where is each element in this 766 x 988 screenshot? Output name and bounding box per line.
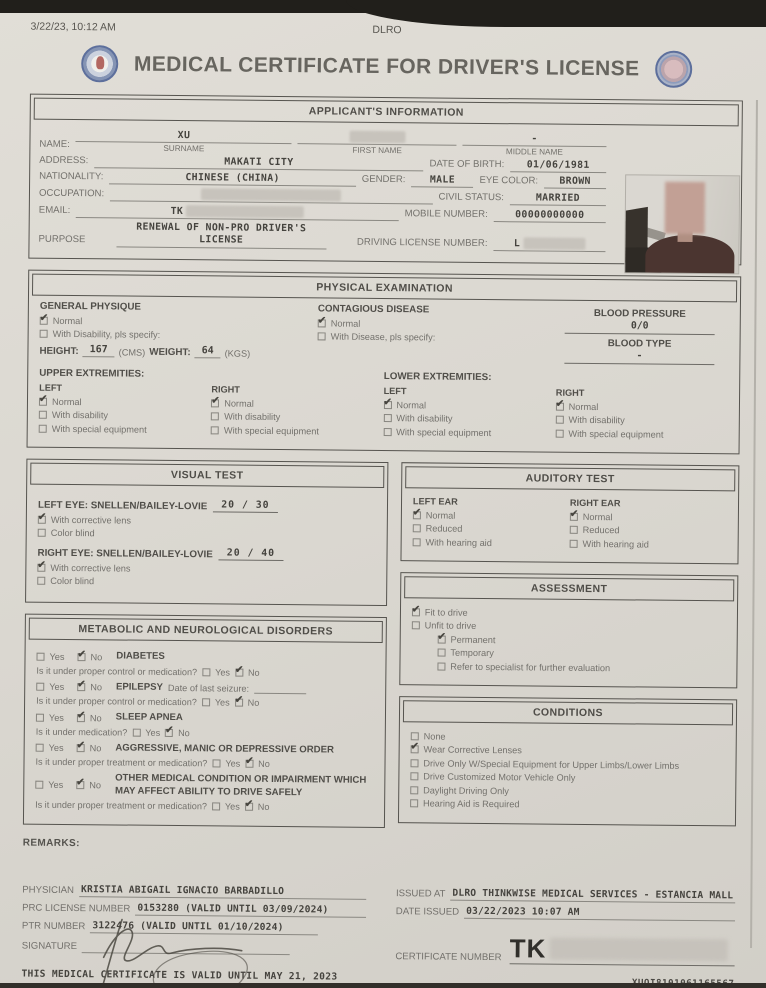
physician-value: KRISTIA ABIGAIL IGNACIO BARBADILLO: [79, 884, 366, 900]
checkbox-icon: [570, 526, 578, 534]
date-issued-value: 03/22/2023 10:07 AM: [464, 906, 735, 922]
option-label: Normal: [582, 511, 613, 523]
ptr-number-label: PTR NUMBER: [21, 920, 86, 933]
no-label: No: [89, 712, 102, 723]
option-label: With special equipment: [396, 427, 492, 439]
option-label: With Disability, pls specify:: [52, 329, 161, 341]
eye-color-value: BROWN: [559, 175, 591, 187]
option-label: Wear Corrective Lenses: [423, 744, 522, 756]
weight-value: 64: [195, 346, 221, 359]
option-label: With disability: [51, 410, 109, 421]
yes-label: Yes: [48, 779, 64, 790]
checkbox-icon: [39, 411, 47, 419]
option-label: Refer to specialist for further evaluation: [450, 661, 611, 674]
checkbox-icon: [570, 513, 578, 521]
option-label: Normal: [52, 315, 83, 327]
occupation-label: OCCUPATION:: [38, 187, 105, 200]
email-redaction: [186, 205, 304, 218]
option-label: Temporary: [450, 648, 494, 659]
email-value: TK: [170, 205, 184, 218]
section-applicant-info: [28, 94, 743, 266]
height-label: HEIGHT:: [39, 346, 79, 358]
checkbox-icon: [235, 699, 243, 707]
right-eye-value: 20 / 40: [219, 548, 283, 562]
option-label: Normal: [224, 398, 254, 409]
seizure-date-blank: [254, 684, 306, 693]
certificate-number-redaction: [549, 938, 727, 962]
title-row: [30, 45, 743, 89]
metabolic-header: METABOLIC AND NEUROLOGICAL DISORDERS: [29, 618, 383, 643]
option-label: Daylight Driving Only: [423, 785, 509, 797]
option-label: With special equipment: [223, 425, 319, 437]
civil-status-value: MARRIED: [535, 192, 581, 204]
mobile-value: 00000000000: [515, 209, 585, 221]
signature-label: SIGNATURE: [21, 940, 78, 953]
physician-label: PHYSICIAN: [22, 884, 75, 897]
checkbox-icon: [245, 803, 253, 811]
license-number-value: L: [513, 238, 521, 250]
print-datetime: 3/22/23, 10:12 AM: [30, 20, 116, 34]
physical-section-header: PHYSICAL EXAMINATION: [32, 274, 737, 303]
name-label: NAME:: [39, 138, 70, 150]
issued-at-label: ISSUED AT: [395, 888, 446, 900]
checkbox-icon: [410, 746, 418, 754]
signature-line: [82, 938, 290, 955]
right-ear-header: RIGHT EAR: [569, 498, 621, 509]
checkbox-icon: [383, 401, 391, 409]
checkbox-icon: [412, 538, 420, 546]
address-value: MAKATI CITY: [224, 156, 294, 169]
checkbox-icon: [410, 786, 418, 794]
option-label: Normal: [330, 318, 361, 329]
option-label: Permanent: [450, 634, 496, 646]
checkbox-icon: [76, 781, 84, 789]
contagious-disease-title: CONTAGIOUS DISEASE: [317, 303, 430, 316]
date-issued-label: DATE ISSUED: [395, 906, 460, 919]
weight-unit: (KGS): [224, 348, 251, 360]
checkbox-icon: [38, 516, 46, 524]
checkbox-icon: [570, 540, 578, 548]
option-label: With disability: [568, 415, 625, 426]
certificate-number-label: CERTIFICATE NUMBER: [395, 951, 502, 964]
sub-question: Is it under proper control or medication?: [36, 665, 198, 678]
sub-question: Is it under proper treatment or medication?: [35, 757, 208, 769]
first-name-redaction: [349, 131, 405, 144]
section-metabolic-disorders: METABOLIC AND NEUROLOGICAL DISORDERS Yes ✔ No DIABETES Is it under proper control or medication? Yes ✔ No Yes ✔ No EPILEPSY Date of last seizure: Is it under proper control or medication? Yes ✔ No Yes ✔ No SLEEP APNEA Is it under medication? Yes ✔ No Yes ✔ No AGGRESSIVE, MANIC OR DEPRESSIVE ORDER Is it under proper treatment or medication? Yes ✔ No Yes ✔ No OTHER MEDICAL CONDITION OR IMPAIRMENT WHICH MAY AFFECT ABILITY TO DRIVE SAFELY Is it under proper treatment or medication? Yes ✔ No: [23, 614, 387, 828]
condition-name: OTHER MEDICAL CONDITION OR IMPAIRMENT WHICH MAY AFFECT ABILITY TO DRIVE SAFELY: [114, 772, 367, 799]
license-number-redaction: [523, 238, 585, 251]
blood-pressure-label: BLOOD PRESSURE: [593, 308, 686, 321]
sub-question: Is it under medication?: [35, 726, 128, 738]
middle-name-value: -: [531, 133, 538, 145]
checkbox-icon: [556, 403, 564, 411]
checkbox-icon: [37, 577, 45, 585]
option-label: With corrective lens: [50, 514, 132, 526]
no-label: No: [90, 682, 103, 693]
checkbox-icon: [235, 669, 243, 677]
license-number-label: DRIVING LICENSE NUMBER:: [356, 237, 488, 250]
mobile-label: MOBILE NUMBER:: [404, 208, 488, 220]
eye-color-label: EYE COLOR:: [479, 174, 539, 187]
option-label: Drive Customized Motor Vehicle Only: [423, 771, 576, 784]
weight-label: WEIGHT:: [149, 347, 191, 359]
conditions-header: CONDITIONS: [403, 701, 733, 726]
checkbox-icon: [202, 699, 210, 707]
option-label: Drive Only W/Special Equipment for Upper Limbs/Lower Limbs: [423, 758, 680, 771]
yes-label: Yes: [49, 651, 65, 662]
option-label: With disability: [396, 413, 453, 425]
checkbox-icon: [410, 759, 418, 767]
yes-label: Yes: [48, 712, 64, 723]
general-physique-title: GENERAL PHYSIQUE: [39, 301, 142, 314]
assessment-header: ASSESSMENT: [404, 577, 734, 602]
purpose-value: RENEWAL OF NON-PRO DRIVER'S LICENSE: [136, 221, 307, 246]
checkbox-icon: [37, 564, 45, 572]
blood-pressure-value: 0/0: [565, 320, 715, 335]
surname-value: XU: [177, 130, 191, 142]
extremity-side-header: LEFT: [383, 386, 407, 397]
checkbox-icon: [411, 732, 419, 740]
nationality-value: CHINESE (CHINA): [185, 172, 280, 184]
checkbox-icon: [40, 317, 48, 325]
photo-dark-edge-bottom: [0, 983, 766, 988]
checkbox-icon: [410, 773, 418, 781]
surname-caption: SURNAME: [163, 143, 205, 154]
option-label: With hearing aid: [582, 538, 649, 550]
clinic-seal-icon: [655, 51, 692, 88]
checkbox-icon: [39, 398, 47, 406]
condition-name: DIABETES: [116, 650, 165, 663]
checkbox-icon: [383, 428, 391, 436]
checkbox-icon: [437, 649, 445, 657]
checkbox-icon: [556, 416, 564, 424]
option-label: Normal: [396, 400, 427, 411]
blood-type-value: -: [564, 350, 714, 365]
section-physical-exam: [27, 270, 742, 455]
option-label: With disability: [224, 411, 281, 423]
checkbox-icon: [77, 653, 85, 661]
checkbox-icon: [412, 608, 420, 616]
left-eye-value: 20 / 30: [213, 500, 277, 514]
checkbox-icon: [438, 636, 446, 644]
option-label: Unfit to drive: [424, 620, 477, 632]
section-auditory-test: [400, 463, 739, 565]
checkbox-icon: [36, 713, 44, 721]
sub-question: Is it under proper treatment or medication?: [35, 799, 208, 812]
dob-value: 01/06/1981: [526, 159, 590, 171]
remarks-label: REMARKS:: [22, 837, 80, 850]
checkbox-icon: [413, 511, 421, 519]
checkbox-icon: [212, 760, 220, 768]
checkbox-icon: [410, 800, 418, 808]
checkbox-icon: [35, 780, 43, 788]
certificate-page: [0, 9, 766, 986]
option-label: None: [423, 731, 446, 742]
checkbox-icon: [555, 430, 563, 438]
yes-label: Yes: [49, 681, 65, 693]
option-label: Reduced: [582, 525, 620, 536]
checkbox-icon: [212, 803, 220, 811]
civil-status-label: CIVIL STATUS:: [438, 191, 505, 204]
section-conditions: [398, 697, 737, 827]
option-label: Normal: [51, 396, 82, 408]
option-label: With corrective lens: [50, 562, 131, 574]
no-label: No: [89, 780, 102, 791]
extremity-side-header: RIGHT: [555, 388, 585, 399]
yes-label: Yes: [48, 742, 64, 754]
dob-label: DATE OF BIRTH:: [429, 158, 505, 171]
purpose-label: PURPOSE: [38, 234, 86, 246]
checkbox-icon: [36, 744, 44, 752]
checkbox-icon: [318, 319, 326, 327]
option-label: With hearing aid: [425, 537, 492, 549]
checkbox-icon: [412, 622, 420, 630]
face-redaction: [665, 182, 705, 234]
checkbox-icon: [165, 729, 173, 737]
option-label: Normal: [568, 401, 599, 413]
checkbox-icon: [413, 525, 421, 533]
checkbox-icon: [77, 744, 85, 752]
no-label: No: [90, 651, 103, 663]
condition-name: AGGRESSIVE, MANIC OR DEPRESSIVE ORDER: [115, 742, 335, 756]
middle-name-caption: MIDDLE NAME: [505, 147, 563, 157]
address-label: ADDRESS:: [39, 154, 89, 167]
seizure-date-label: Date of last seizure:: [167, 683, 250, 694]
checkbox-icon: [211, 399, 219, 407]
option-label: Fit to drive: [424, 607, 468, 618]
certificate-number-prefix: TK: [509, 933, 547, 964]
checkbox-icon: [40, 330, 48, 338]
auditory-header: AUDITORY TEST: [405, 467, 735, 492]
no-label: No: [89, 743, 102, 754]
checkbox-icon: [211, 426, 219, 434]
ptr-number-value: 3122476 (VALID UNTIL 01/10/2024): [90, 920, 317, 935]
sub-question: Is it under proper control or medication?: [36, 696, 197, 708]
left-ear-header: LEFT EAR: [412, 496, 458, 508]
page-title: MEDICAL CERTIFICATE FOR DRIVER'S LICENSE: [133, 52, 640, 80]
condition-name: SLEEP APNEA: [115, 711, 183, 724]
checkbox-icon: [245, 760, 253, 768]
extremity-side-header: LEFT: [39, 383, 63, 394]
email-label: EMAIL:: [38, 204, 71, 216]
height-value: 167: [83, 345, 115, 358]
option-label: Hearing Aid is Required: [422, 798, 520, 810]
blood-type-label: BLOOD TYPE: [607, 338, 672, 351]
first-name-caption: FIRST NAME: [352, 145, 402, 156]
checkbox-icon: [211, 413, 219, 421]
checkbox-icon: [77, 714, 85, 722]
option-label: Color blind: [50, 576, 95, 587]
lower-extremities-title: LOWER EXTREMITIES:: [383, 371, 492, 384]
left-eye-label: LEFT EYE: SNELLEN/BAILEY-LOVIE: [37, 500, 208, 513]
extremity-side-header: RIGHT: [211, 384, 240, 396]
applicant-photo: [624, 174, 740, 274]
checkbox-icon: [77, 683, 85, 691]
lto-seal-icon: [81, 45, 118, 82]
option-label: Reduced: [425, 523, 463, 535]
section-assessment: [399, 573, 738, 689]
option-label: Normal: [425, 510, 456, 521]
height-unit: (CMS): [118, 347, 146, 359]
issued-at-value: DLRO THINKWISE MEDICAL SERVICES - ESTANCIA MALL: [450, 888, 735, 904]
validity-statement: THIS MEDICAL CERTIFICATE IS VALID UNTIL MAY 21, 2023: [21, 968, 338, 983]
checkbox-icon: [36, 652, 44, 660]
checkbox-icon: [383, 414, 391, 422]
nationality-label: NATIONALITY:: [39, 170, 104, 183]
gender-value: MALE: [429, 174, 456, 186]
upper-extremities-title: UPPER EXTREMITIES:: [39, 368, 145, 381]
option-label: With special equipment: [568, 428, 664, 440]
checkbox-icon: [39, 425, 47, 433]
checkbox-icon: [36, 683, 44, 691]
visual-test-header: VISUAL TEST: [30, 463, 384, 488]
option-label: With special equipment: [51, 423, 147, 435]
gender-label: GENDER:: [361, 173, 406, 186]
option-label: Color blind: [50, 528, 95, 539]
occupation-redaction: [201, 188, 341, 201]
option-label: With Disease, pls specify:: [330, 331, 436, 343]
condition-name: EPILEPSY: [115, 681, 163, 693]
print-doc-title: DLRO: [372, 23, 402, 37]
checkbox-icon: [38, 529, 46, 537]
prc-license-value: 0153280 (VALID UNTIL 03/09/2024): [135, 903, 366, 918]
checkbox-icon: [132, 728, 140, 736]
prc-license-label: PRC LICENSE NUMBER: [22, 902, 131, 915]
applicant-section-header: APPLICANT'S INFORMATION: [34, 98, 739, 127]
right-eye-label: RIGHT EYE: SNELLEN/BAILEY-LOVIE: [37, 548, 213, 561]
checkbox-icon: [437, 663, 445, 671]
checkbox-icon: [202, 668, 210, 676]
checkbox-icon: [318, 333, 326, 341]
section-visual-test: [25, 459, 388, 606]
